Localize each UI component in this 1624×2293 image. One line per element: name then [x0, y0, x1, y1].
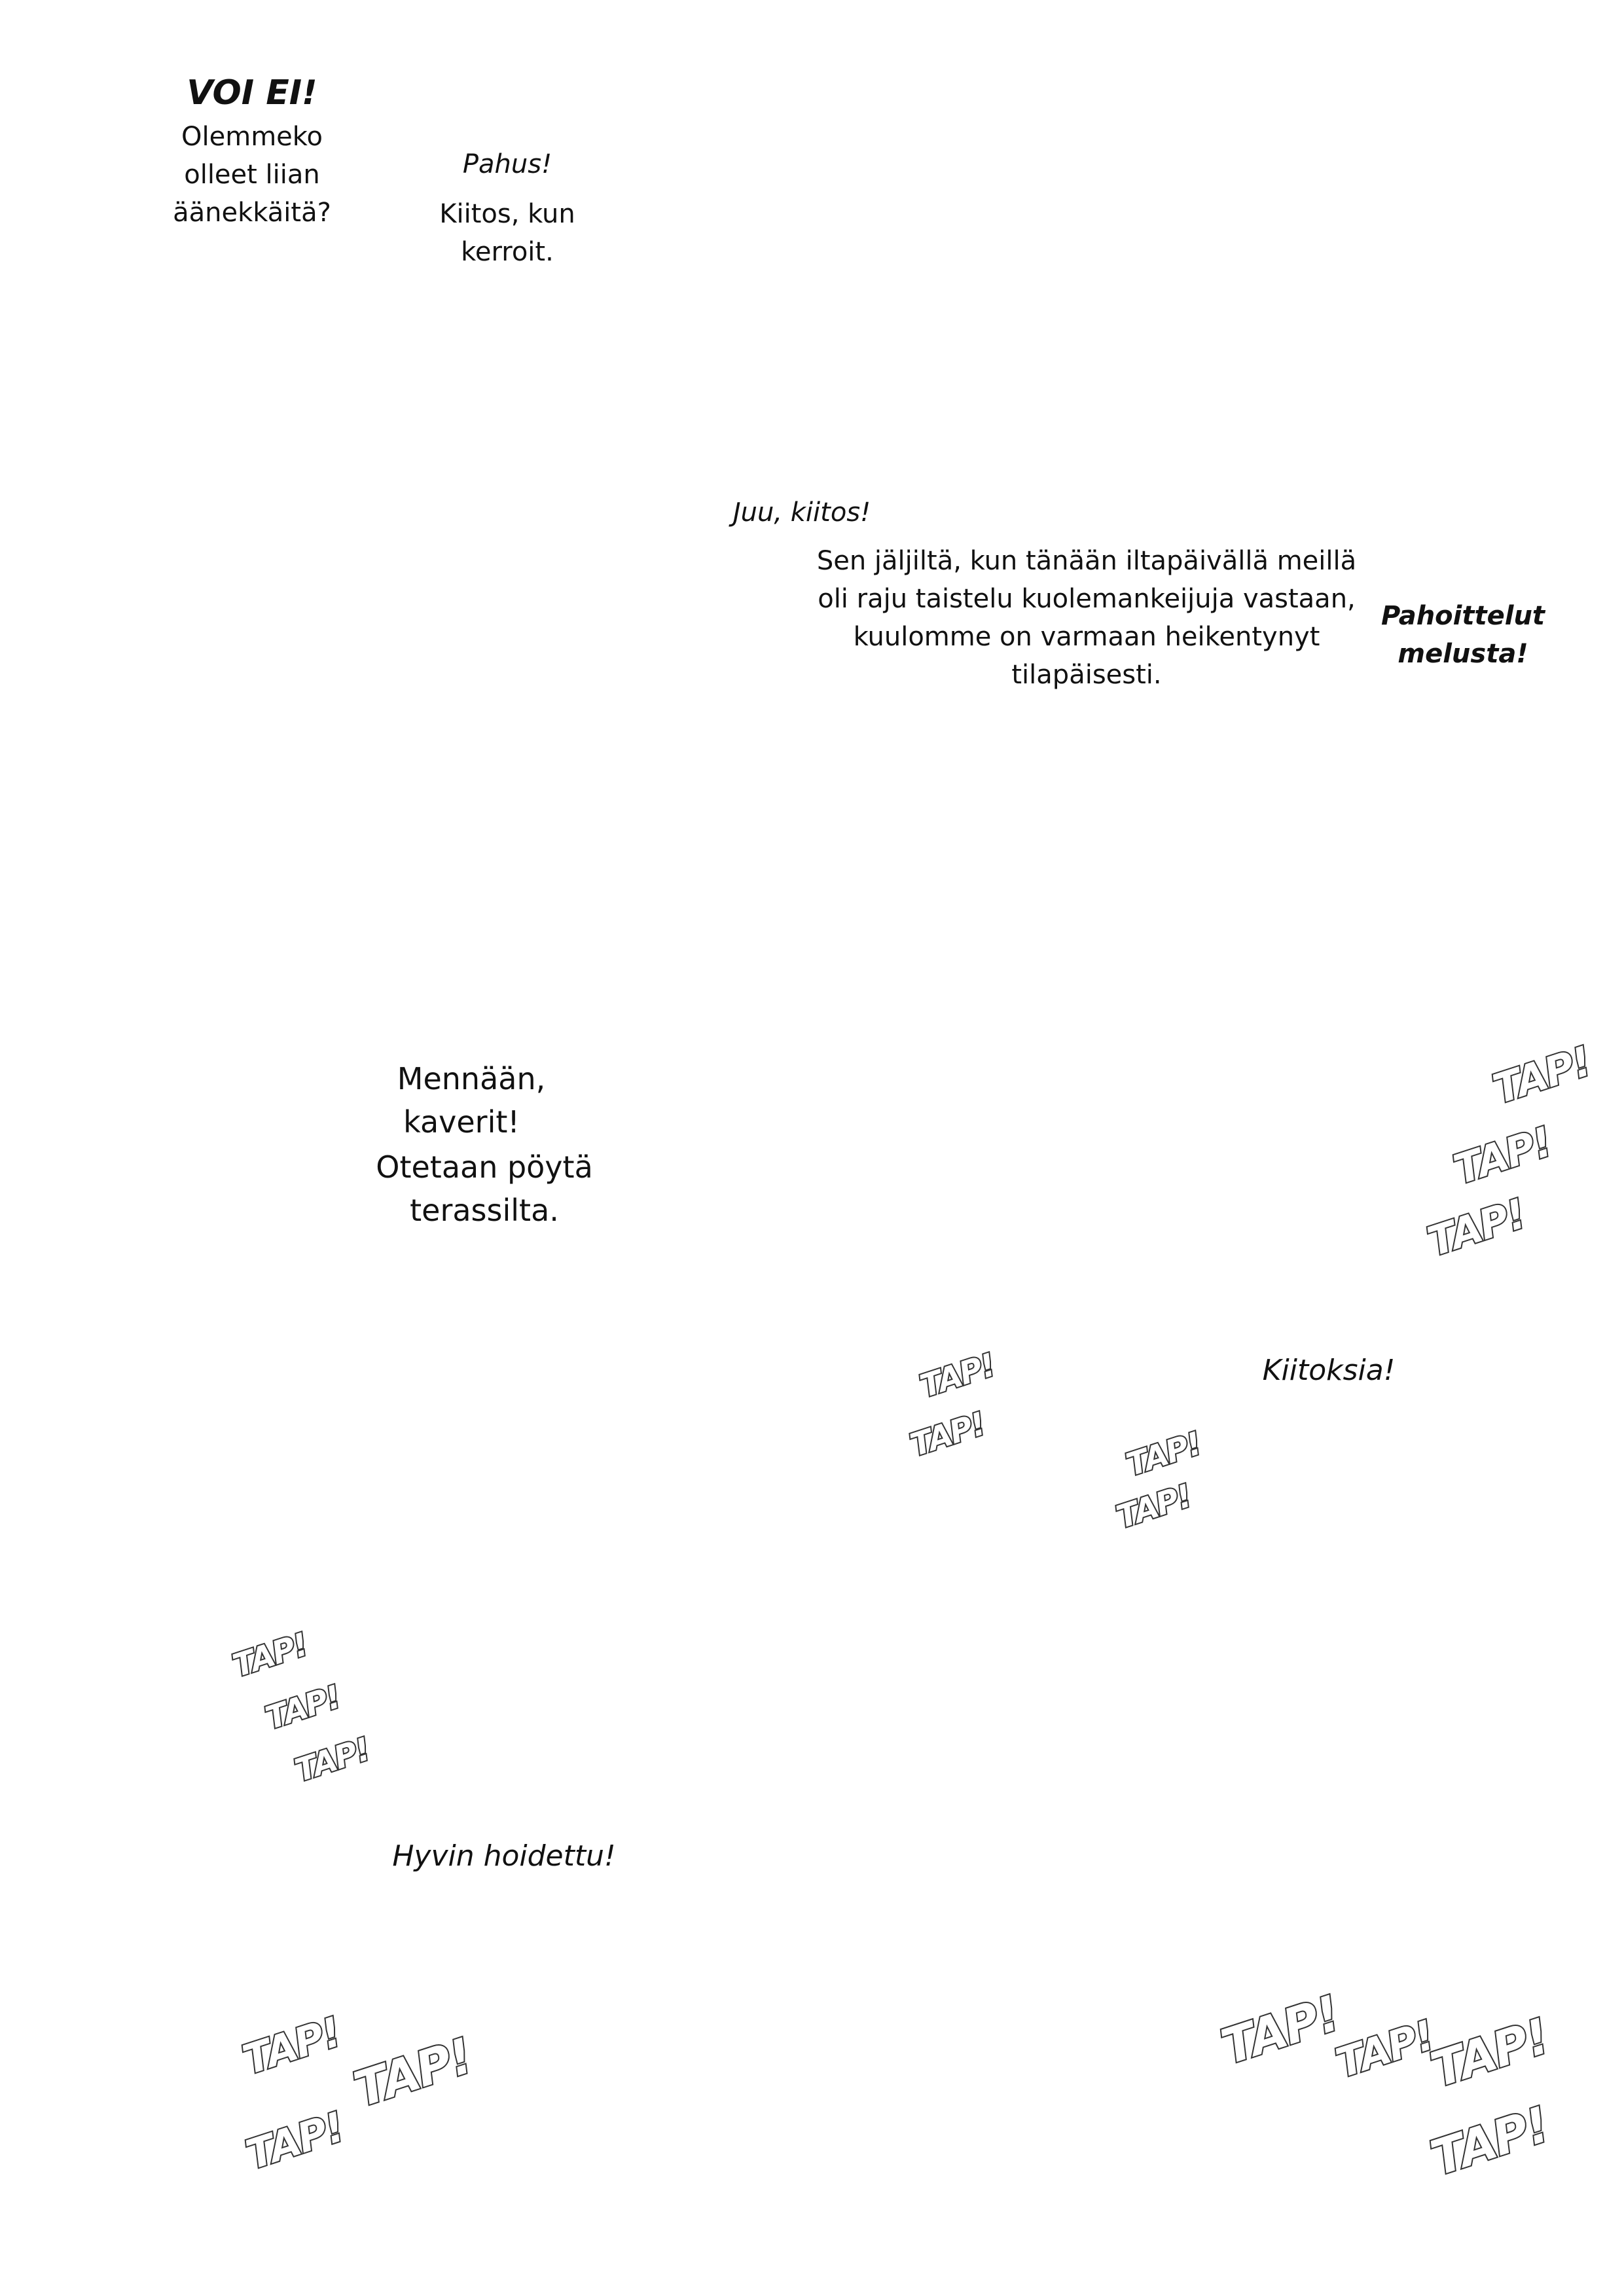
voi-ei-exclamation: VOI EI! — [187, 73, 317, 113]
tap-sfx: TAP! — [261, 1678, 345, 1737]
tap-sfx: TAP! — [1330, 2011, 1439, 2087]
tap-sfx: TAP! — [348, 2027, 478, 2119]
tap-sfx: TAP! — [228, 1626, 312, 1685]
tap-sfx: TAP! — [1422, 1189, 1531, 1266]
apology-bubble — [1375, 597, 1551, 673]
tap-sfx: TAP! — [1112, 1477, 1196, 1536]
explanation-line-1: Sen jäljiltä, kun tänään iltapäivällä meillä — [816, 546, 1357, 576]
question-line-2: olleet liian — [184, 160, 320, 190]
pahus-bubble: Pahus! — [462, 149, 552, 179]
tap-sfx: TAP! — [1424, 2008, 1555, 2099]
kiitos-kun-kerroit-bubble — [425, 195, 589, 271]
question-bubble — [157, 118, 347, 232]
explanation-line-4: tilapäisesti. — [1011, 660, 1162, 690]
lets-go-line-2: kaverit! — [403, 1104, 520, 1140]
kiitos-line-2: kerroit. — [461, 237, 554, 267]
lets-go-line-1: Mennään, — [397, 1061, 546, 1096]
tap-sfx: TAP! — [1122, 1425, 1206, 1484]
tap-sfx: TAP! — [237, 2008, 346, 2084]
lets-go-bubble — [380, 1057, 563, 1144]
kiitoksia-bubble: Kiitoksia! — [1262, 1354, 1396, 1387]
juu-kiitos-bubble: Juu, kiitos! — [732, 497, 871, 528]
well-done-bubble: Hyvin hoidettu! — [392, 1839, 616, 1873]
explanation-bubble — [792, 542, 1381, 694]
tap-sfx: TAP! — [1487, 1037, 1597, 1113]
terrace-line-1: Otetaan pöytä — [376, 1149, 593, 1185]
tap-sfx: TAP! — [240, 2103, 350, 2179]
question-line-3: äänekkäitä? — [173, 198, 331, 228]
kiitos-line-1: Kiitos, kun — [439, 199, 575, 229]
explanation-line-3: kuulomme on varmaan heikentynyt — [853, 622, 1320, 652]
apology-line-1: Pahoittelut — [1380, 601, 1545, 631]
apology-line-2: melusta! — [1398, 639, 1528, 669]
explanation-line-2: oli raju taistelu kuolemankeijuja vastaan, — [818, 584, 1356, 614]
tap-sfx: TAP! — [1424, 2096, 1555, 2188]
tap-sfx: TAP! — [906, 1405, 990, 1464]
tap-sfx: TAP! — [1215, 1985, 1346, 2076]
tap-sfx: TAP! — [916, 1346, 1000, 1405]
tap-sfx: TAP! — [1448, 1117, 1557, 1194]
terrace-line-2: terassilta. — [410, 1193, 559, 1228]
question-line-1: Olemmeko — [181, 122, 323, 152]
tap-sfx: TAP! — [291, 1731, 374, 1790]
terrace-table-bubble — [373, 1146, 596, 1232]
